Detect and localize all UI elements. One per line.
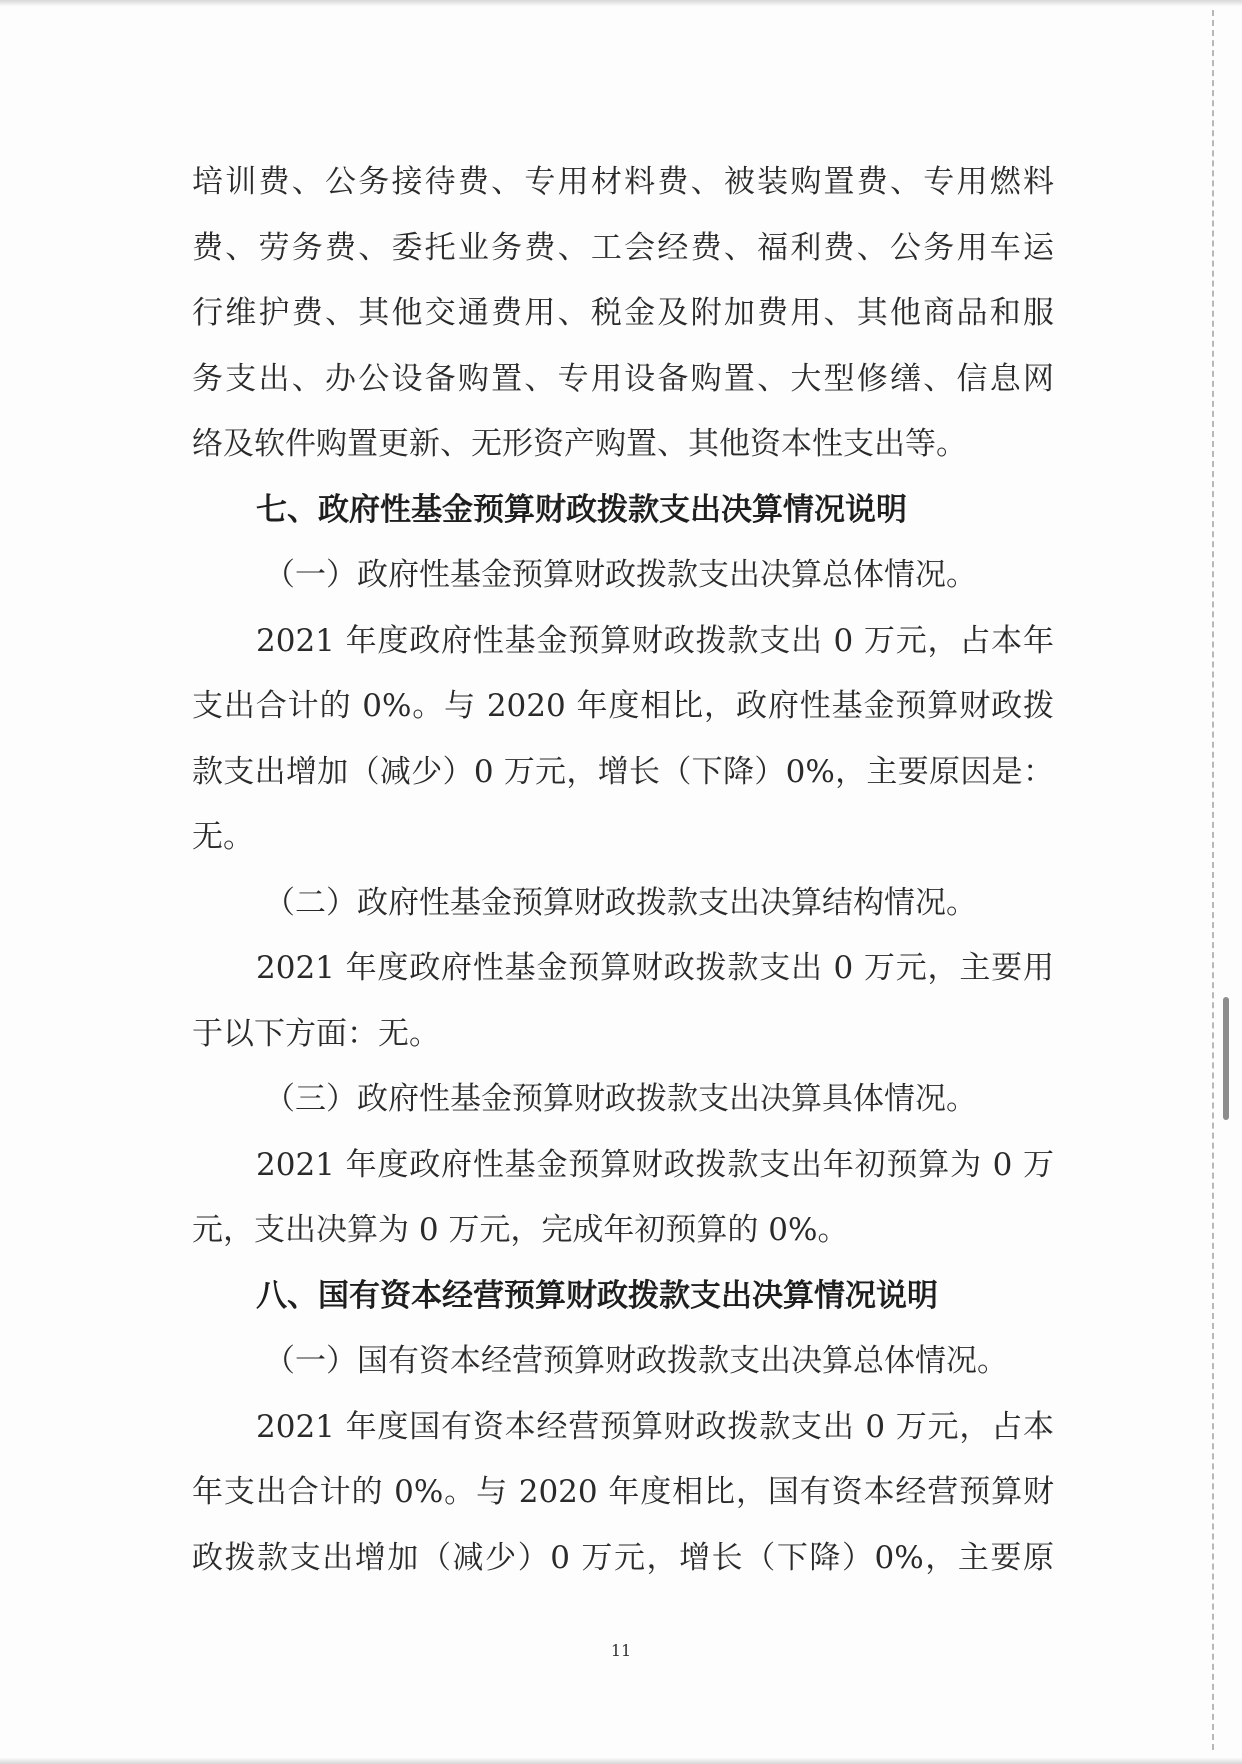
subsection-title: （二）政府性基金预算财政拨款支出决算结构情况。 — [264, 884, 977, 921]
paragraph-line: 无。 — [192, 819, 254, 855]
paragraph-line: 络及软件购置更新、无形资产购置、其他资本性支出等。 — [192, 426, 967, 462]
page-bottom-edge — [0, 1758, 1242, 1764]
paragraph-line: 款支出增加（减少）0 万元，增长（下降）0%，主要原因是： — [192, 753, 1054, 790]
paragraph-line: 行维护费、其他交通费用、税金及附加费用、其他商品和服 — [192, 295, 1054, 331]
paragraph-line: 2021 年度政府性基金预算财政拨款支出 0 万元，占本年 — [256, 622, 1054, 659]
paragraph-line: 培训费、公务接待费、专用材料费、被装购置费、专用燃料 — [192, 164, 1054, 200]
subsection-title: （三）政府性基金预算财政拨款支出决算具体情况。 — [264, 1081, 977, 1117]
paragraph-line: 费、劳务费、委托业务费、工会经费、福利费、公务用车运 — [192, 229, 1054, 266]
paragraph-line: 政拨款支出增加（减少）0 万元，增长（下降）0%，主要原 — [192, 1539, 1054, 1576]
document-body — [192, 150, 1054, 1591]
page-binding-line — [1212, 10, 1214, 1750]
paragraph-line: 支出合计的 0%。与 2020 年度相比，政府性基金预算财政拨 — [192, 688, 1054, 724]
paragraph-line: 元，支出决算为 0 万元，完成年初预算的 0%。 — [192, 1212, 849, 1248]
page-number: 11 — [610, 1641, 632, 1660]
page-top-edge — [0, 0, 1242, 6]
section-heading-7: 七、政府性基金预算财政拨款支出决算情况说明 — [256, 491, 907, 528]
section-heading-8: 八、国有资本经营预算财政拨款支出决算情况说明 — [256, 1277, 938, 1314]
scrollbar-thumb[interactable] — [1223, 997, 1229, 1120]
subsection-title: （一）政府性基金预算财政拨款支出决算总体情况。 — [264, 557, 977, 593]
paragraph-line: 2021 年度政府性基金预算财政拨款支出 0 万元，主要用 — [256, 950, 1054, 986]
subsection-title: （一）国有资本经营预算财政拨款支出决算总体情况。 — [264, 1343, 1008, 1379]
paragraph-line: 2021 年度政府性基金预算财政拨款支出年初预算为 0 万 — [256, 1146, 1054, 1183]
paragraph-line: 于以下方面：无。 — [192, 1015, 440, 1052]
paragraph-line: 2021 年度国有资本经营预算财政拨款支出 0 万元，占本 — [256, 1408, 1054, 1445]
paragraph-line: 年支出合计的 0%。与 2020 年度相比，国有资本经营预算财 — [192, 1474, 1054, 1510]
paragraph-line: 务支出、办公设备购置、专用设备购置、大型修缮、信息网 — [192, 360, 1054, 397]
